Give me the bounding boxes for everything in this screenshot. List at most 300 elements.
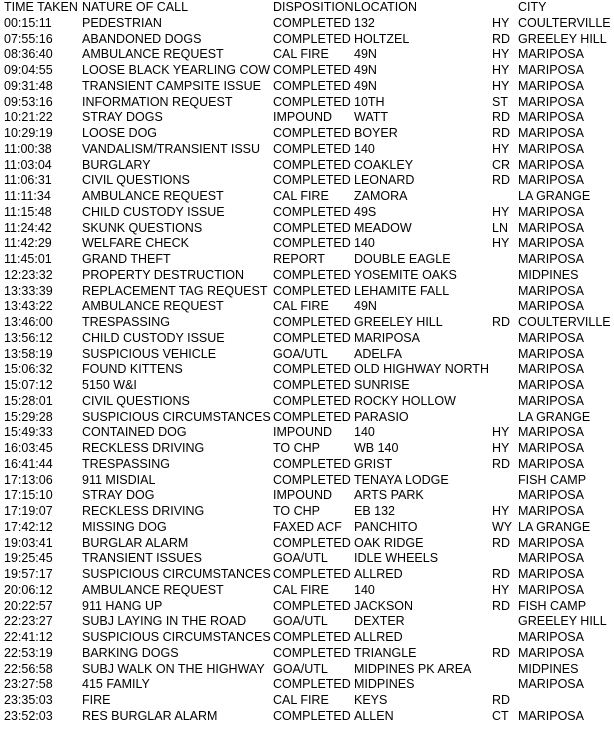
cell-street-suffix: CR — [492, 157, 511, 172]
cell-city: MARIPOSA — [518, 456, 584, 471]
cell-disposition: COMPLETED — [273, 409, 351, 424]
cell-location: 49N — [354, 47, 377, 62]
cell-city: MARIPOSA — [518, 677, 584, 692]
cell-time-taken: 13:46:00 — [4, 315, 53, 329]
cell-disposition: COMPLETED — [273, 393, 351, 408]
cell-city: LA GRANGE — [518, 189, 591, 203]
cell-location: PARASIO — [354, 409, 409, 424]
cell-city: MARIPOSA — [518, 141, 584, 156]
cell-location: GRIST — [354, 456, 393, 471]
cell-city: FISH CAMP — [518, 472, 587, 487]
cell-street-suffix: RD — [492, 645, 511, 660]
cell-time-taken: 19:03:41 — [4, 535, 53, 550]
cell-city: MARIPOSA — [518, 94, 584, 109]
cell-location: BOYER — [354, 126, 398, 140]
cell-time-taken: 11:45:01 — [4, 252, 52, 266]
cell-disposition: CAL FIRE — [273, 299, 329, 314]
cell-city: MARIPOSA — [518, 645, 584, 660]
cell-street-suffix: HY — [492, 78, 510, 93]
cell-location: TRIANGLE — [354, 645, 417, 660]
cell-nature-of-call: REPLACEMENT TAG REQUEST — [82, 283, 268, 298]
cell-time-taken: 09:53:16 — [4, 94, 53, 109]
cell-location: 132 — [354, 15, 375, 30]
cell-disposition: TO CHP — [273, 504, 320, 518]
cell-nature-of-call: VANDALISM/TRANSIENT ISSU — [82, 141, 261, 156]
table-row — [0, 457, 614, 473]
cell-nature-of-call: SUBJ LAYING IN THE ROAD — [82, 614, 247, 629]
cell-time-taken: 22:53:19 — [4, 645, 53, 660]
cell-nature-of-call: AMBULANCE REQUEST — [82, 189, 224, 203]
table-row — [0, 95, 614, 111]
cell-street-suffix: RD — [492, 693, 511, 707]
cell-street-suffix: RD — [492, 567, 511, 581]
cell-time-taken: 11:15:48 — [4, 204, 52, 219]
cell-time-taken: 23:35:03 — [4, 693, 53, 707]
cell-time-taken: 10:29:19 — [4, 126, 53, 140]
cell-street-suffix: RD — [492, 535, 511, 550]
cell-location: 49N — [354, 78, 377, 93]
cell-disposition: COMPLETED — [273, 535, 351, 550]
cell-disposition: COMPLETED — [273, 63, 351, 77]
table-row — [0, 567, 614, 583]
cell-location: JACKSON — [354, 598, 414, 613]
cell-disposition: COMPLETED — [273, 220, 351, 235]
cell-city: MARIPOSA — [518, 567, 584, 581]
table-row — [0, 677, 614, 693]
cell-city: GREELEY HILL — [518, 31, 607, 46]
cell-disposition: COMPLETED — [273, 204, 351, 219]
cell-street-suffix: HY — [492, 15, 510, 30]
cell-time-taken: 07:55:16 — [4, 31, 53, 46]
table-row — [0, 551, 614, 567]
cell-time-taken: 13:58:19 — [4, 346, 53, 361]
cell-location: MEADOW — [354, 220, 412, 235]
table-row — [0, 236, 614, 252]
cell-nature-of-call: FOUND KITTENS — [82, 362, 183, 377]
cell-nature-of-call: CIVIL QUESTIONS — [82, 393, 190, 408]
cell-time-taken: 12:23:32 — [4, 267, 53, 282]
cell-disposition: COMPLETED — [273, 157, 351, 172]
cell-disposition: IMPOUND — [273, 425, 333, 440]
table-row — [0, 347, 614, 363]
cell-city: MARIPOSA — [518, 630, 584, 644]
cell-time-taken: 19:57:17 — [4, 567, 53, 581]
cell-time-taken: 13:56:12 — [4, 330, 53, 345]
cell-location: WB 140 — [354, 441, 399, 455]
cell-street-suffix: CT — [492, 708, 509, 723]
cell-time-taken: 09:31:48 — [4, 78, 53, 93]
cell-disposition: TO CHP — [273, 441, 320, 455]
cell-nature-of-call: CHILD CUSTODY ISSUE — [82, 204, 225, 219]
cell-street-suffix: RD — [492, 315, 511, 329]
table-row — [0, 425, 614, 441]
cell-city: MARIPOSA — [518, 299, 584, 314]
cell-city: MARIPOSA — [518, 708, 584, 723]
cell-city: MARIPOSA — [518, 63, 584, 77]
cell-disposition: COMPLETED — [273, 378, 351, 392]
cell-street-suffix: RD — [492, 110, 511, 125]
cell-disposition: COMPLETED — [273, 31, 351, 46]
cell-location: HOLTZEL — [354, 31, 410, 46]
cell-time-taken: 00:15:11 — [4, 15, 52, 30]
cell-nature-of-call: STRAY DOGS — [82, 110, 163, 125]
table-row — [0, 488, 614, 504]
cell-location: OAK RIDGE — [354, 535, 424, 550]
cell-location: 49N — [354, 299, 377, 314]
cell-disposition: FAXED ACF — [273, 519, 342, 534]
cell-time-taken: 13:43:22 — [4, 299, 53, 314]
cell-nature-of-call: 415 FAMILY — [82, 677, 150, 692]
cell-nature-of-call: CONTAINED DOG — [82, 425, 187, 440]
cell-location: OLD HIGHWAY NORTH — [354, 362, 489, 377]
cell-street-suffix: HY — [492, 425, 510, 440]
cell-time-taken: 23:52:03 — [4, 708, 53, 723]
cell-time-taken: 17:15:10 — [4, 488, 53, 503]
cell-city: MARIPOSA — [518, 204, 584, 219]
cell-disposition: COMPLETED — [273, 456, 351, 471]
cell-location: TENAYA LODGE — [354, 472, 449, 487]
cell-time-taken: 08:36:40 — [4, 47, 53, 62]
cell-location: 49N — [354, 63, 377, 77]
cell-disposition: COMPLETED — [273, 173, 351, 188]
cell-nature-of-call: SUSPICIOUS CIRCUMSTANCES — [82, 409, 271, 424]
cell-disposition: COMPLETED — [273, 15, 351, 30]
cell-city: GREELEY HILL — [518, 614, 607, 629]
cell-disposition: REPORT — [273, 252, 325, 266]
cell-location: 10TH — [354, 94, 385, 109]
cell-location: PANCHITO — [354, 519, 418, 534]
cell-time-taken: 11:11:34 — [4, 189, 51, 203]
table-row — [0, 252, 614, 268]
cell-street-suffix: HY — [492, 441, 510, 455]
cell-city: MARIPOSA — [518, 157, 584, 172]
cell-nature-of-call: INFORMATION REQUEST — [82, 94, 233, 109]
cell-street-suffix: HY — [492, 504, 510, 518]
cell-street-suffix: WY — [492, 519, 513, 534]
cell-nature-of-call: PEDESTRIAN — [82, 15, 162, 30]
cell-disposition: COMPLETED — [273, 141, 351, 156]
cell-city: MARIPOSA — [518, 47, 584, 62]
cell-nature-of-call: RECKLESS DRIVING — [82, 441, 205, 455]
cell-street-suffix: RD — [492, 456, 511, 471]
table-row — [0, 299, 614, 315]
cell-city: MIDPINES — [518, 661, 579, 676]
cell-disposition: COMPLETED — [273, 126, 351, 140]
cell-disposition: COMPLETED — [273, 677, 351, 692]
cell-nature-of-call: SKUNK QUESTIONS — [82, 220, 203, 235]
cell-time-taken: 20:22:57 — [4, 598, 53, 613]
table-row — [0, 189, 614, 205]
table-row — [0, 16, 614, 32]
table-row — [0, 284, 614, 300]
cell-nature-of-call: BARKING DOGS — [82, 645, 179, 660]
cell-city: MARIPOSA — [518, 488, 584, 503]
cell-city: MARIPOSA — [518, 425, 584, 440]
cell-time-taken: 15:49:33 — [4, 425, 53, 440]
cell-location: 140 — [354, 582, 375, 597]
header-location: LOCATION — [354, 0, 417, 14]
cell-disposition: IMPOUND — [273, 488, 333, 503]
table-row — [0, 646, 614, 662]
cell-location: WATT — [354, 110, 389, 125]
cell-disposition: COMPLETED — [273, 94, 351, 109]
table-row — [0, 63, 614, 79]
cell-nature-of-call: TRANSIENT ISSUES — [82, 551, 202, 566]
cell-location: GREELEY HILL — [354, 315, 443, 329]
table-row — [0, 110, 614, 126]
cell-location: 140 — [354, 236, 375, 251]
cell-location: MIDPINES PK AREA — [354, 661, 472, 676]
cell-location: ZAMORA — [354, 189, 408, 203]
cell-location: DEXTER — [354, 614, 405, 629]
cell-nature-of-call: BURGLARY — [82, 157, 151, 172]
cell-nature-of-call: AMBULANCE REQUEST — [82, 299, 224, 314]
cell-time-taken: 23:27:58 — [4, 677, 53, 692]
table-row — [0, 630, 614, 646]
cell-street-suffix: HY — [492, 47, 510, 62]
cell-nature-of-call: STRAY DOG — [82, 488, 155, 503]
cell-time-taken: 22:41:12 — [4, 630, 53, 644]
header-row — [0, 0, 614, 16]
cell-time-taken: 16:41:44 — [4, 456, 53, 471]
cell-street-suffix: RD — [492, 598, 511, 613]
cell-disposition: GOA/UTL — [273, 661, 328, 676]
cell-nature-of-call: BURGLAR ALARM — [82, 535, 189, 550]
cell-city: MARIPOSA — [518, 110, 584, 125]
table-row — [0, 693, 614, 709]
cell-nature-of-call: 5150 W&I — [82, 378, 137, 392]
cell-nature-of-call: AMBULANCE REQUEST — [82, 582, 224, 597]
cell-street-suffix: HY — [492, 63, 510, 77]
cell-disposition: COMPLETED — [273, 598, 351, 613]
cell-location: COAKLEY — [354, 157, 414, 172]
cell-city: MARIPOSA — [518, 252, 584, 266]
cell-time-taken: 15:07:12 — [4, 378, 53, 392]
table-row — [0, 520, 614, 536]
cell-location: ALLRED — [354, 567, 403, 581]
cell-time-taken: 09:04:55 — [4, 63, 53, 77]
cell-time-taken: 10:21:22 — [4, 110, 53, 125]
table-row — [0, 709, 614, 725]
cell-time-taken: 17:42:12 — [4, 519, 53, 534]
cell-time-taken: 17:19:07 — [4, 504, 53, 518]
header-nature-of-call: NATURE OF CALL — [82, 0, 189, 14]
cell-street-suffix: HY — [492, 582, 510, 597]
cell-location: SUNRISE — [354, 378, 410, 392]
cell-nature-of-call: LOOSE BLACK YEARLING COW — [82, 63, 271, 77]
table-row — [0, 536, 614, 552]
cell-nature-of-call: TRESPASSING — [82, 456, 170, 471]
table-row — [0, 142, 614, 158]
cell-disposition: COMPLETED — [273, 283, 351, 298]
cell-nature-of-call: MISSING DOG — [82, 519, 167, 534]
table-row — [0, 331, 614, 347]
cell-city: MARIPOSA — [518, 378, 584, 392]
cell-city: COULTERVILLE — [518, 315, 611, 329]
table-row — [0, 504, 614, 520]
cell-time-taken: 22:56:58 — [4, 661, 53, 676]
cell-nature-of-call: SUBJ WALK ON THE HIGHWAY — [82, 661, 265, 676]
table-row — [0, 205, 614, 221]
header-time-taken: TIME TAKEN — [4, 0, 78, 14]
call-rows — [0, 16, 614, 725]
table-row — [0, 32, 614, 48]
table-row — [0, 394, 614, 410]
cell-nature-of-call: CIVIL QUESTIONS — [82, 173, 190, 188]
cell-time-taken: 11:00:38 — [4, 141, 52, 156]
cell-disposition: GOA/UTL — [273, 551, 328, 566]
cell-time-taken: 20:06:12 — [4, 582, 53, 597]
cell-street-suffix: HY — [492, 204, 510, 219]
cell-nature-of-call: LOOSE DOG — [82, 126, 158, 140]
table-row — [0, 126, 614, 142]
cell-street-suffix: LN — [492, 220, 508, 235]
cell-city: LA GRANGE — [518, 409, 591, 424]
cell-time-taken: 11:06:31 — [4, 173, 52, 188]
table-row — [0, 79, 614, 95]
cell-location: DOUBLE EAGLE — [354, 252, 451, 266]
cell-time-taken: 15:06:32 — [4, 362, 53, 377]
table-row — [0, 410, 614, 426]
cell-nature-of-call: FIRE — [82, 693, 111, 707]
table-row — [0, 473, 614, 489]
cell-city: MARIPOSA — [518, 362, 584, 377]
cell-city: MARIPOSA — [518, 535, 584, 550]
cell-nature-of-call: ABANDONED DOGS — [82, 31, 202, 46]
cell-city: MARIPOSA — [518, 393, 584, 408]
cell-city: MARIPOSA — [518, 126, 584, 140]
cell-nature-of-call: CHILD CUSTODY ISSUE — [82, 330, 225, 345]
cell-location: IDLE WHEELS — [354, 551, 439, 566]
cell-disposition: CAL FIRE — [273, 189, 329, 203]
cell-city: MARIPOSA — [518, 504, 584, 518]
table-row — [0, 221, 614, 237]
cell-time-taken: 17:13:06 — [4, 472, 53, 487]
cell-city: MARIPOSA — [518, 220, 584, 235]
cell-location: YOSEMITE OAKS — [354, 267, 457, 282]
cell-location: LEONARD — [354, 173, 415, 188]
cell-street-suffix: RD — [492, 31, 511, 46]
cell-location: 140 — [354, 425, 375, 440]
cell-disposition: CAL FIRE — [273, 693, 329, 707]
cell-location: MIDPINES — [354, 677, 415, 692]
cell-street-suffix: RD — [492, 126, 511, 140]
cell-nature-of-call: SUSPICIOUS VEHICLE — [82, 346, 217, 361]
cell-time-taken: 11:24:42 — [4, 220, 52, 235]
cell-disposition: COMPLETED — [273, 472, 351, 487]
cell-nature-of-call: GRAND THEFT — [82, 252, 171, 266]
cell-disposition: CAL FIRE — [273, 582, 329, 597]
cell-time-taken: 15:28:01 — [4, 393, 53, 408]
table-row — [0, 599, 614, 615]
cell-disposition: COMPLETED — [273, 236, 351, 251]
header-disposition: DISPOSITION — [273, 0, 354, 14]
cell-location: ADELFA — [354, 346, 402, 361]
cell-city: MARIPOSA — [518, 441, 584, 455]
cell-disposition: COMPLETED — [273, 78, 351, 93]
cell-location: ALLRED — [354, 630, 403, 644]
cell-location: MARIPOSA — [354, 330, 420, 345]
table-row — [0, 614, 614, 630]
table-row — [0, 47, 614, 63]
cell-disposition: COMPLETED — [273, 267, 351, 282]
cell-nature-of-call: TRANSIENT CAMPSITE ISSUE — [82, 78, 261, 93]
header-city: CITY — [518, 0, 547, 14]
table-row — [0, 315, 614, 331]
cell-city: LA GRANGE — [518, 519, 591, 534]
cell-nature-of-call: SUSPICIOUS CIRCUMSTANCES — [82, 567, 271, 581]
cell-nature-of-call: SUSPICIOUS CIRCUMSTANCES — [82, 630, 271, 644]
table-row — [0, 378, 614, 394]
cell-location: ALLEN — [354, 708, 394, 723]
cell-time-taken: 11:03:04 — [4, 157, 52, 172]
cell-nature-of-call: WELFARE CHECK — [82, 236, 189, 251]
cell-street-suffix: ST — [492, 94, 508, 109]
cell-nature-of-call: PROPERTY DESTRUCTION — [82, 267, 245, 282]
cell-location: 49S — [354, 204, 377, 219]
cell-location: ROCKY HOLLOW — [354, 393, 456, 408]
cell-location: LEHAMITE FALL — [354, 283, 450, 298]
cell-time-taken: 15:29:28 — [4, 409, 53, 424]
table-row — [0, 268, 614, 284]
cell-city: MARIPOSA — [518, 283, 584, 298]
cell-time-taken: 22:23:27 — [4, 614, 53, 629]
cell-disposition: COMPLETED — [273, 315, 351, 329]
cell-location: ARTS PARK — [354, 488, 424, 503]
cell-nature-of-call: AMBULANCE REQUEST — [82, 47, 224, 62]
cell-disposition: COMPLETED — [273, 330, 351, 345]
cell-location: 140 — [354, 141, 375, 156]
cell-time-taken: 16:03:45 — [4, 441, 53, 455]
cell-street-suffix: RD — [492, 173, 511, 188]
cell-city: MIDPINES — [518, 267, 579, 282]
cell-city: MARIPOSA — [518, 551, 584, 566]
cell-city: MARIPOSA — [518, 330, 584, 345]
cell-disposition: GOA/UTL — [273, 614, 328, 629]
cell-location: KEYS — [354, 693, 388, 707]
cell-time-taken: 13:33:39 — [4, 283, 53, 298]
cell-city: MARIPOSA — [518, 173, 584, 188]
cell-disposition: COMPLETED — [273, 567, 351, 581]
cell-disposition: COMPLETED — [273, 645, 351, 660]
table-row — [0, 158, 614, 174]
cell-city: FISH CAMP — [518, 598, 587, 613]
cell-street-suffix: HY — [492, 236, 510, 251]
table-row — [0, 583, 614, 599]
table-row — [0, 662, 614, 678]
cell-city: MARIPOSA — [518, 78, 584, 93]
cell-nature-of-call: RECKLESS DRIVING — [82, 504, 205, 518]
cell-disposition: GOA/UTL — [273, 346, 328, 361]
table-row — [0, 362, 614, 378]
table-row — [0, 173, 614, 189]
cell-city: MARIPOSA — [518, 346, 584, 361]
cell-city: MARIPOSA — [518, 582, 584, 597]
cell-city: MARIPOSA — [518, 236, 584, 251]
cell-time-taken: 19:25:45 — [4, 551, 53, 566]
cell-nature-of-call: RES BURGLAR ALARM — [82, 708, 218, 723]
cell-disposition: CAL FIRE — [273, 47, 329, 62]
table-row — [0, 441, 614, 457]
cell-street-suffix: HY — [492, 141, 510, 156]
cell-city: COULTERVILLE — [518, 15, 611, 30]
cell-nature-of-call: 911 MISDIAL — [82, 472, 156, 487]
cell-disposition: COMPLETED — [273, 708, 351, 723]
cell-nature-of-call: TRESPASSING — [82, 315, 170, 329]
cell-nature-of-call: 911 HANG UP — [82, 598, 163, 613]
cell-disposition: COMPLETED — [273, 362, 351, 377]
cell-time-taken: 11:42:29 — [4, 236, 52, 251]
